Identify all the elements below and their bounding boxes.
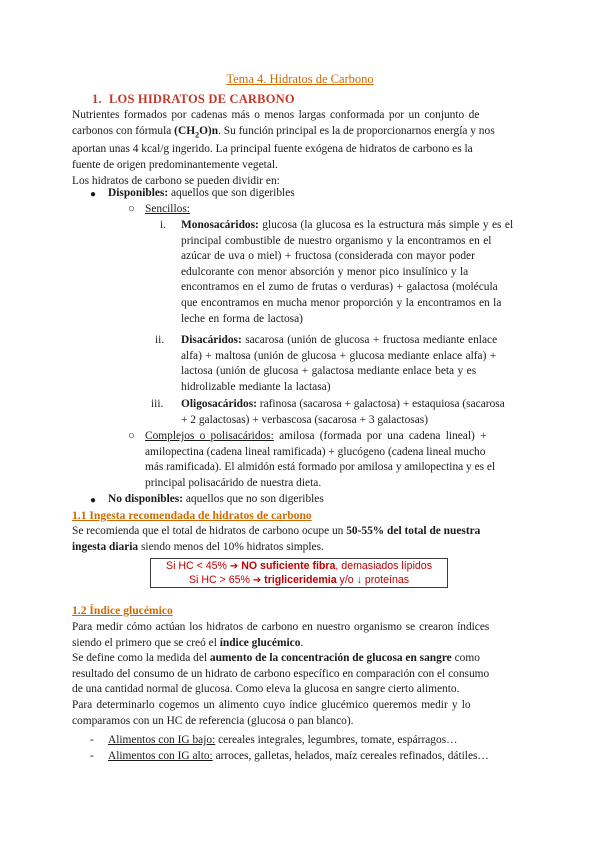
roman-marker: ii.	[155, 334, 165, 346]
text-line	[72, 651, 528, 667]
item-monosacaridos	[181, 218, 527, 327]
list-item-ig-bajo	[108, 733, 458, 749]
text-span: Si HC < 45%	[166, 560, 230, 572]
text-line	[72, 540, 528, 556]
text-line: alfa) + maltosa (unión de glucosa + glucosa mediante enlace alfa) +	[181, 349, 497, 362]
list-label: Alimentos con IG bajo:	[108, 734, 216, 746]
text-span: como	[451, 652, 480, 665]
list-label: Alimentos con IG alto:	[108, 750, 213, 762]
emphasis: índice glucémico	[219, 636, 301, 649]
text-span: siendo menos del 10% hidratos simples.	[138, 540, 324, 553]
item-disacaridos	[181, 333, 527, 395]
bullet-text: aquellos que son digeribles	[168, 187, 295, 199]
emphasis: trigliceridemia	[261, 573, 337, 586]
arrow-right-icon: ➔	[252, 574, 262, 586]
text-line: de una cantidad normal de glucosa. Como eleva la glucosa en sangre cierto alimento.	[72, 683, 460, 696]
document-title: Tema 4. Hidratos de Carbono	[226, 72, 374, 86]
list-text: cereales integrales, legumbres, tomate, espárragos…	[215, 734, 458, 746]
text-line	[72, 636, 528, 652]
roman-marker: i.	[160, 219, 167, 231]
text-line: Para medir cómo actúan los hidratos de carbono en nuestro organismo se crearon índices	[72, 621, 490, 633]
callout-line	[151, 560, 447, 574]
text-line	[181, 218, 527, 234]
section-1-1-title: 1.1 Ingesta recomendada de hidratos de carbono	[72, 509, 312, 522]
text-span: y/o ↓ proteínas	[336, 573, 410, 586]
sublist-label: Sencillos:	[145, 203, 190, 215]
formula-part: (CH	[174, 124, 196, 137]
text-line: + 2 galactosas) + verbascosa (sacarosa + 3 galactosas)	[181, 413, 428, 426]
text-span: .	[300, 636, 304, 649]
text-span: Se define como la medida del	[72, 652, 210, 665]
callout-box	[150, 558, 448, 588]
text-line: encontramos en el zumo de frutas o verduras) + galactosa (molécula	[181, 281, 498, 294]
section-heading	[92, 92, 295, 108]
section-1-1-paragraph	[72, 524, 528, 555]
text-span: siendo el primero que se creó el	[72, 636, 220, 649]
text-line: azúcar de uva o miel) + fructosa (considerada con mayor poder	[181, 250, 475, 263]
text-span: rafinosa (sacarosa + galactosa) + estaquiosa (sacarosa	[256, 398, 505, 410]
text-line: principal polisacárido de nuestra dieta.	[145, 476, 322, 489]
arrow-right-icon: ➔	[229, 561, 239, 572]
item-label: Monosacáridos:	[181, 219, 259, 231]
text-line: principal combustible de nuestro organismo y la encontramos en el	[181, 234, 492, 247]
section-number: 1.	[92, 92, 102, 106]
callout-line	[151, 574, 447, 588]
emphasis: NO suficiente fibra	[238, 560, 336, 572]
formula-part: O)n	[199, 124, 219, 137]
bullet-disponibles	[108, 186, 295, 202]
bullet-marker: ●	[90, 189, 97, 200]
sublist-label: Complejos o polisacáridos:	[145, 430, 274, 442]
text-line: aportan unas 4 kcal/g ingerido. La principal fuente exógena de hidratos de carbono es la	[72, 143, 473, 156]
dash-marker: -	[90, 750, 94, 762]
list-item-ig-alto	[108, 749, 489, 765]
text-span: amilosa (formada por una cadena lineal) +	[273, 430, 487, 442]
text-line: hidrolizable mediante la lactasa)	[181, 380, 331, 393]
text-span: , demasiados lípidos	[335, 560, 432, 572]
text-line	[145, 429, 527, 445]
text-line	[72, 524, 528, 540]
section-heading-text: LOS HIDRATOS DE CARBONO	[109, 92, 295, 106]
text-line: más ramificada). El almidón está formado por amilosa y amilopectina y es el	[145, 461, 496, 474]
circle-marker: ○	[128, 203, 135, 215]
formula-subscript: 2	[195, 129, 200, 139]
text-span: . Su función principal es la de proporcionarnos energía y nos	[218, 124, 495, 137]
text-line: amilopectina (cadena lineal ramificada) + glucógeno (cadena lineal mucho	[145, 445, 486, 458]
text-line: fuente de origen predominantemente vegetal.	[72, 159, 278, 172]
text-span: carbonos con fórmula	[72, 124, 175, 137]
bullet-marker: ●	[90, 495, 97, 506]
emphasis: ingesta diaria	[72, 540, 139, 553]
dash-marker: -	[90, 734, 94, 746]
section-1-2-paragraphs	[72, 620, 528, 729]
text-line: leche en forma de lactosa)	[181, 312, 303, 325]
sublist-complejos	[145, 429, 527, 491]
text-span: glucosa (la glucosa es la estructura más simple y es el	[258, 219, 514, 231]
sublist-sencillos	[145, 202, 190, 218]
text-span: sacarosa (unión de glucosa + fructosa mediante enlace	[241, 334, 498, 346]
bullet-text: aquellos que no son digeribles	[183, 493, 324, 505]
roman-marker: iii.	[151, 398, 164, 410]
text-line: lactosa (unión de glucosa + galactosa mediante enlace beta y es	[181, 365, 477, 378]
text-line: que encontramos en mucha menor proporción y la encontramos en la	[181, 296, 502, 309]
text-line: resultado del consumo de un hidrato de carbono específico en comparación con el consumo	[72, 667, 490, 680]
text-line: Para determinarlo cogemos un alimento cuyo índice glucémico queremos medir y lo	[72, 698, 471, 711]
text-line	[181, 333, 527, 349]
emphasis: aumento de la concentración de glucosa en sangre	[209, 652, 452, 665]
item-oligosacaridos	[181, 397, 527, 428]
item-label: Oligosacáridos:	[181, 398, 257, 410]
bullet-no-disponibles	[108, 492, 324, 508]
bullet-label: No disponibles:	[108, 493, 184, 505]
text-span: Si HC > 65%	[188, 573, 253, 586]
text-line	[181, 397, 527, 413]
text-span: Se recomienda que el total de hidratos de carbono ocupe un	[72, 525, 347, 537]
text-line: Los hidratos de carbono se pueden dividir en:	[72, 174, 280, 187]
text-line	[72, 124, 528, 143]
intro-paragraph	[72, 108, 528, 189]
circle-marker: ○	[128, 430, 135, 442]
text-line: edulcorante con menor absorción y menor pico insulínico y la	[181, 265, 469, 278]
text-line: Nutrientes formados por cadenas más o menos largas conformada por un conjunto de	[72, 109, 480, 121]
item-label: Disacáridos:	[181, 334, 242, 346]
section-1-2-title: 1.2 Índice glucémico	[72, 604, 173, 617]
bullet-label: Disponibles:	[108, 187, 169, 199]
list-text: arroces, galletas, helados, maíz cereales refinados, dátiles…	[212, 750, 489, 762]
text-line: comparamos con un HC de referencia (glucosa o pan blanco).	[72, 714, 354, 727]
emphasis: 50-55% del total de nuestra	[346, 525, 481, 537]
formula	[174, 125, 218, 137]
